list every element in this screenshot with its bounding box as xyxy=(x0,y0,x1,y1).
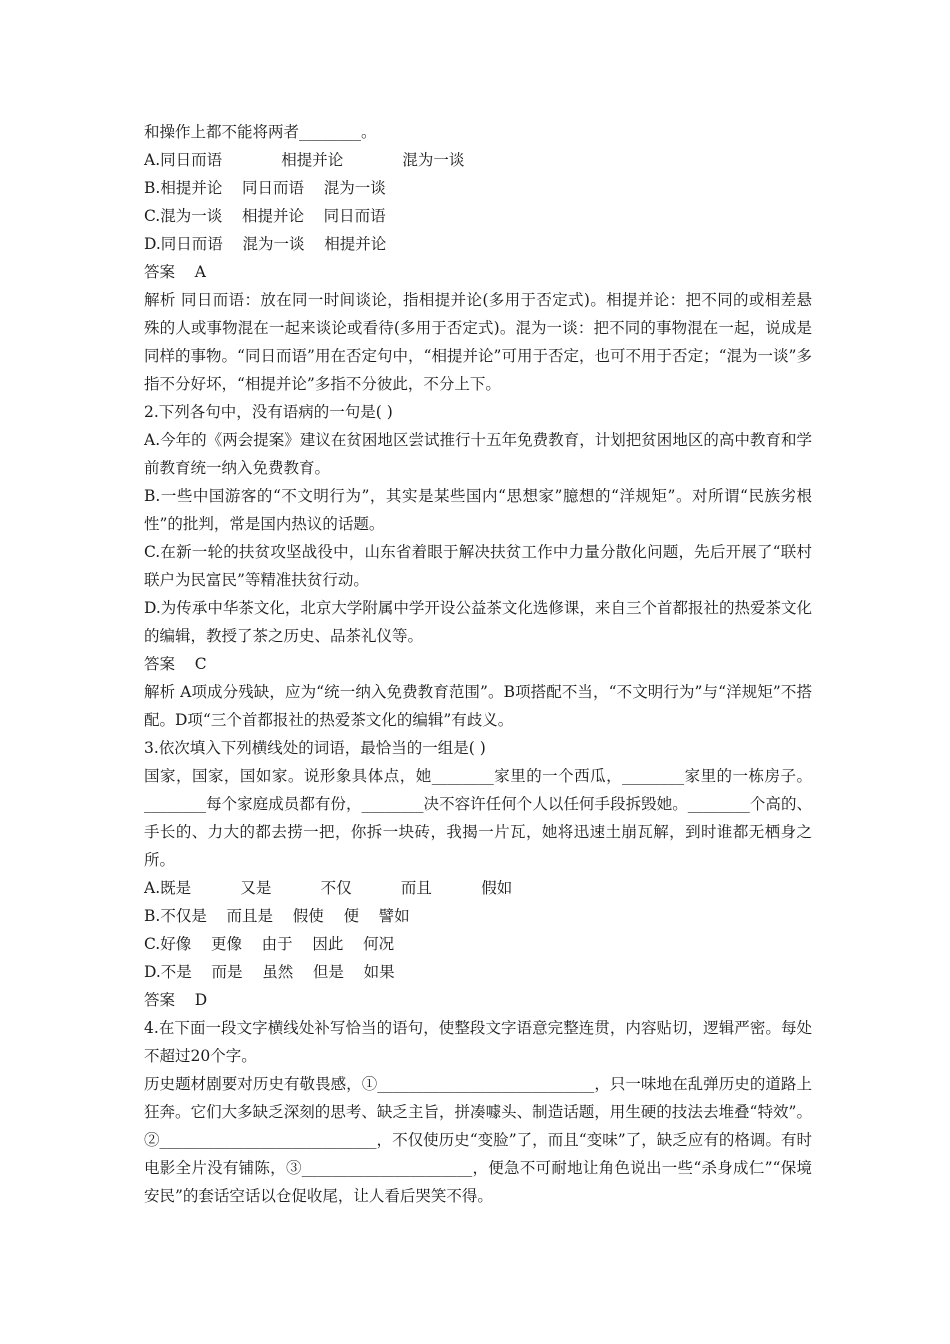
exam-content xyxy=(144,118,812,1210)
q2-stem: 2.下列各句中，没有语病的一句是( ) xyxy=(144,403,393,421)
q3-stem: 3.依次填入下列横线处的词语，最恰当的一组是( ) xyxy=(144,739,486,757)
q3-option-c: C.好像 更像 由于 因此 何况 xyxy=(144,935,395,953)
q3-answer: 答案 D xyxy=(144,991,208,1009)
q1-analysis: 解析 同日而语：放在同一时间谈论，指相提并论(多用于否定式)。相提并论：把不同的或相差悬殊的人或事物混在一起来谈论或看待(多用于否定式)。混为一谈：把不同的事物混在一起，说成是同样的事物。“同日而语”用在否定句中，“相提并论”可用于否定，也可不用于否定；“混为一谈”多指不分好坏，“相提并论”多指不分彼此，不分上下。 xyxy=(144,291,812,393)
q3-option-d: D.不是 而是 虽然 但是 如果 xyxy=(144,963,395,981)
q3-passage: 国家，国家，国如家。说形象具体点，她________家里的一个西瓜，________家里的一栋房子。________每个家庭成员都有份，________决不容许任何个人以任何手段拆毁她。________个高的、手长的、力大的都去捞一把，你拆一块砖，我揭一片瓦，她将迅速土崩瓦解，到时谁都无栖身之所。 xyxy=(144,767,812,869)
q2-option-d: D.为传承中华茶文化，北京大学附属中学开设公益茶文化选修课，来自三个首都报社的热爱茶文化的编辑，教授了茶之历史、品茶礼仪等。 xyxy=(144,599,812,645)
q2-option-a: A.今年的《两会提案》建议在贫困地区尝试推行十五年免费教育，计划把贫困地区的高中教育和学前教育统一纳入免费教育。 xyxy=(144,431,812,477)
q1-stem-tail: 和操作上都不能将两者________。 xyxy=(144,123,377,141)
q1-option-b: B.相提并论 同日而语 混为一谈 xyxy=(144,179,386,197)
q2-option-b: B.一些中国游客的“不文明行为”，其实是某些国内“思想家”臆想的“洋规矩”。对所谓“民族劣根性”的批判，常是国内热议的话题。 xyxy=(144,487,812,533)
q1-option-d: D.同日而语 混为一谈 相提并论 xyxy=(144,235,387,253)
q4-stem: 4.在下面一段文字横线处补写恰当的语句，使整段文字语意完整连贯，内容贴切，逻辑严密。每处不超过20个字。 xyxy=(144,1019,812,1065)
q2-answer: 答案 C xyxy=(144,655,207,673)
q2-analysis: 解析 A项成分残缺，应为“统一纳入免费教育范围”。B项搭配不当，“不文明行为”与“洋规矩”不搭配。D项“三个首都报社的热爱茶文化的编辑”有歧义。 xyxy=(144,683,812,729)
q1-option-c: C.混为一谈 相提并论 同日而语 xyxy=(144,207,386,225)
q4-passage: 历史题材剧要对历史有敬畏感，①____________________________，只一味地在乱弹历史的道路上狂奔。它们大多缺乏深刻的思考、缺乏主旨，拼凑噱头、制造话题，用生硬的技法去堆叠“特效”。②____________________________，不仅使历史“变脸”了，而且“变味”了，缺乏应有的格调。有时电影全片没有铺陈，③______________________，便急不可耐地让角色说出一些“杀身成仁”“保境安民”的套话空话以仓促收尾，让人看后哭笑不得。 xyxy=(144,1075,812,1205)
q1-option-a: A.同日而语 相提并论 混为一谈 xyxy=(144,151,465,169)
q2-option-c: C.在新一轮的扶贫攻坚战役中，山东省着眼于解决扶贫工作中力量分散化问题，先后开展了“联村联户为民富民”等精准扶贫行动。 xyxy=(144,543,812,589)
q3-option-b: B.不仅是 而且是 假使 便 譬如 xyxy=(144,907,410,925)
q3-option-a: A.既是 又是 不仅 而且 假如 xyxy=(144,879,513,897)
q1-answer: 答案 A xyxy=(144,263,206,281)
